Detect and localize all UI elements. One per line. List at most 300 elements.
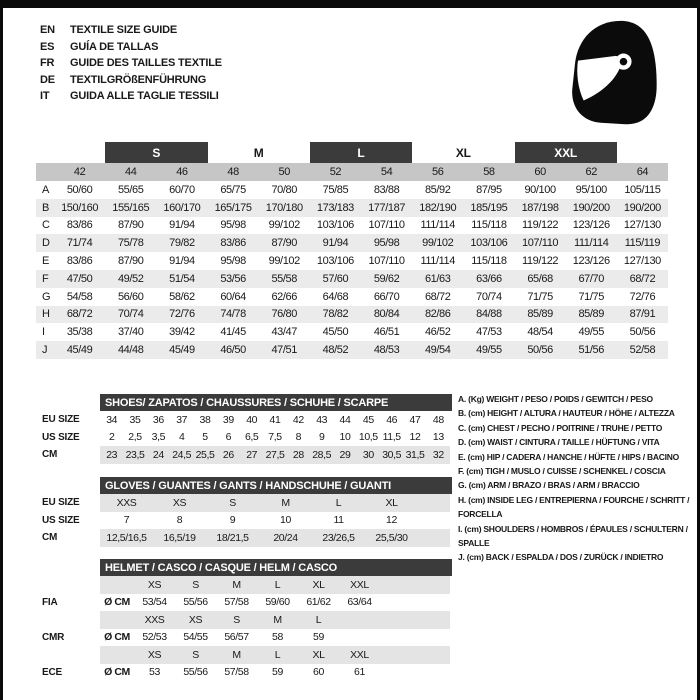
size-value: 48/52 bbox=[322, 344, 349, 357]
helmet-size-value bbox=[339, 629, 380, 647]
size-value: 23,5 bbox=[125, 448, 145, 461]
helmet-size-label: XS bbox=[147, 578, 162, 591]
helmet-size-value: 59 bbox=[313, 631, 324, 644]
section-row bbox=[42, 529, 462, 547]
legend-item: F. (cm) TIGH / MUSLO / CUISSE / SCHENKEL / COSCIA bbox=[458, 466, 666, 477]
helmet-size-label: M bbox=[273, 613, 282, 626]
table-row-i bbox=[36, 323, 668, 341]
size-value: 39/42 bbox=[169, 326, 195, 339]
size-value: 150/160 bbox=[61, 201, 99, 214]
size-value: 170/180 bbox=[265, 201, 303, 214]
helmet-values bbox=[100, 629, 450, 647]
size-value: 95/98 bbox=[220, 255, 246, 268]
size-value: 4 bbox=[178, 431, 185, 444]
size-value: 71/75 bbox=[578, 290, 604, 303]
helmet-size-labels bbox=[100, 646, 450, 664]
row-values bbox=[100, 494, 450, 512]
table-row-j bbox=[36, 341, 668, 359]
visor-pivot-dot bbox=[620, 58, 628, 66]
numeric-size: 44 bbox=[125, 166, 137, 178]
size-value: 53/56 bbox=[220, 272, 246, 285]
numeric-size: 48 bbox=[227, 166, 239, 178]
size-value: 57/60 bbox=[322, 272, 349, 285]
size-value: 187/198 bbox=[521, 201, 559, 214]
size-value: 59/62 bbox=[373, 272, 400, 285]
helmet-size-label: XXL bbox=[350, 578, 369, 591]
legend-item: G. (cm) ARM / BRAZO / BRAS / ARM / BRACCIO bbox=[458, 480, 640, 491]
size-value: 35 bbox=[129, 413, 141, 426]
helmet-size-label: XXL bbox=[350, 648, 369, 661]
section-row bbox=[42, 494, 462, 512]
size-value: 60/70 bbox=[169, 183, 195, 196]
size-value: 47 bbox=[409, 413, 421, 426]
size-group-s: S bbox=[105, 142, 207, 163]
size-value: 115/119 bbox=[624, 237, 661, 250]
size-value: 42 bbox=[292, 413, 304, 426]
size-value: 173/183 bbox=[316, 201, 354, 214]
size-value: 7 bbox=[123, 514, 130, 527]
size-value: 2 bbox=[108, 431, 115, 444]
size-value: 49/52 bbox=[117, 272, 144, 285]
helmet-size-header-row bbox=[42, 611, 462, 629]
row-label: EU SIZE bbox=[42, 414, 80, 426]
size-value: 64/68 bbox=[322, 290, 349, 303]
size-value: 66/70 bbox=[373, 290, 400, 303]
helmet-size-labels bbox=[100, 576, 450, 594]
size-value: 71/75 bbox=[527, 290, 553, 303]
diameter-unit-label: Ø CM bbox=[104, 666, 130, 679]
size-value: 95/98 bbox=[220, 219, 246, 232]
helmet-size-labels bbox=[100, 611, 450, 629]
numeric-size: 52 bbox=[329, 166, 342, 178]
size-value: 111/114 bbox=[573, 237, 609, 250]
size-value: 50/56 bbox=[527, 344, 553, 357]
numeric-size: 64 bbox=[636, 166, 649, 178]
size-value: 91/94 bbox=[322, 237, 349, 250]
legend-item: I. (cm) SHOULDERS / HOMBROS / ÉPAULES / SCHULTERN / SPALLE bbox=[458, 523, 688, 549]
numeric-size: 62 bbox=[585, 166, 597, 178]
size-value: 99/102 bbox=[268, 255, 300, 268]
size-value: 12 bbox=[409, 431, 421, 444]
size-value: 43 bbox=[316, 413, 328, 426]
size-value: 91/94 bbox=[169, 219, 195, 232]
helmet-size-value: 57/58 bbox=[224, 596, 249, 609]
size-value: 46 bbox=[386, 413, 398, 426]
helmet-size-value: 63/64 bbox=[347, 596, 372, 609]
size-value: 25,5 bbox=[195, 448, 215, 461]
size-value: 55/65 bbox=[117, 183, 144, 196]
helmet-size-value: 55/56 bbox=[183, 666, 208, 679]
size-value: 34 bbox=[106, 413, 118, 426]
size-value: 58/62 bbox=[169, 290, 195, 303]
size-group-m: M bbox=[253, 145, 264, 160]
row-label-spacer bbox=[42, 646, 100, 664]
size-group-xl: XL bbox=[455, 145, 471, 160]
size-value: 51/56 bbox=[578, 344, 604, 357]
size-value: 75/78 bbox=[117, 237, 144, 250]
size-value: XL bbox=[385, 496, 398, 509]
size-value: 85/92 bbox=[424, 183, 451, 196]
size-value: 39 bbox=[222, 413, 234, 426]
legend-item: H. (cm) INSIDE LEG / ENTREPIERNA / FOURCHE / SCHRITT / FORCELLA bbox=[458, 494, 690, 520]
language-row bbox=[40, 55, 222, 72]
legend-item: A. (Kg) WEIGHT / PESO / POIDS / GEWITCH / PESO bbox=[458, 394, 653, 404]
size-value: 3,5 bbox=[151, 431, 166, 444]
size-value: 177/187 bbox=[368, 201, 406, 214]
size-value: 95/100 bbox=[575, 183, 607, 196]
size-value: 11,5 bbox=[382, 431, 401, 444]
table-row-e bbox=[36, 252, 668, 270]
legend-item: B. (cm) HEIGHT / ALTURA / HAUTEUR / HÖHE / ALTEZZA bbox=[458, 408, 675, 419]
size-value: 62/66 bbox=[271, 290, 297, 303]
table-row-c bbox=[36, 217, 668, 235]
section-row bbox=[42, 411, 462, 429]
size-value: 65/75 bbox=[220, 183, 246, 196]
size-value: 83/88 bbox=[373, 183, 400, 196]
helmet-size-value: 56/57 bbox=[224, 631, 249, 644]
size-value: 60/64 bbox=[220, 290, 246, 303]
helmet-size-label: XS bbox=[188, 613, 203, 626]
size-value: 9 bbox=[318, 431, 325, 444]
measurement-legend bbox=[458, 392, 694, 565]
language-title: GUIDA ALLE TAGLIE TESSILI bbox=[70, 90, 219, 103]
size-value: 52/58 bbox=[629, 344, 656, 357]
size-value: 44 bbox=[339, 413, 351, 426]
size-value: 51/54 bbox=[169, 272, 195, 285]
numeric-size: 60 bbox=[534, 166, 546, 178]
size-value: 8 bbox=[295, 431, 302, 444]
helmet-size-header-row bbox=[42, 576, 462, 594]
helmet-size-label: S bbox=[233, 613, 240, 626]
language-title: GUÍA DE TALLAS bbox=[70, 40, 159, 53]
helmet-section-title: HELMET / CASCO / CASQUE / HELM / CASCO bbox=[100, 559, 452, 576]
size-value: 119/122 bbox=[522, 255, 559, 268]
helmet-value-row-cmr bbox=[42, 629, 462, 647]
size-value: 11 bbox=[333, 514, 344, 527]
language-title-list bbox=[40, 22, 222, 105]
helmet-size-value: 61 bbox=[354, 666, 365, 679]
language-row bbox=[40, 88, 222, 105]
helmet-section bbox=[42, 559, 462, 681]
size-value: L bbox=[335, 496, 342, 509]
size-value: 12 bbox=[386, 514, 397, 527]
numeric-size: 54 bbox=[380, 166, 393, 178]
row-values bbox=[100, 512, 450, 530]
size-value: 18/21,5 bbox=[216, 531, 249, 544]
size-value: 103/106 bbox=[316, 255, 354, 268]
racing-helmet-icon bbox=[566, 18, 662, 128]
size-value: 29 bbox=[339, 448, 351, 461]
helmet-value-row-fia bbox=[42, 594, 462, 612]
textile-size-table bbox=[36, 142, 668, 359]
size-value: 82/86 bbox=[424, 308, 451, 321]
size-value: 123/126 bbox=[572, 255, 610, 268]
row-letter: J bbox=[42, 344, 48, 357]
size-value: 63/66 bbox=[476, 272, 502, 285]
section-row bbox=[42, 429, 462, 447]
size-value: 10,5 bbox=[358, 431, 378, 444]
size-value: 2,5 bbox=[128, 431, 142, 444]
helmet-size-value: 53/54 bbox=[142, 596, 167, 609]
size-value: 5 bbox=[202, 431, 208, 444]
row-label-spacer bbox=[42, 576, 100, 594]
size-value: 30,5 bbox=[382, 448, 402, 461]
size-group-header-row bbox=[36, 142, 668, 163]
size-value: 55/58 bbox=[271, 272, 297, 285]
size-value: 107/110 bbox=[522, 237, 559, 250]
size-value: 31,5 bbox=[405, 448, 425, 461]
size-value: 65/68 bbox=[527, 272, 553, 285]
numeric-size: 46 bbox=[176, 166, 188, 178]
row-values bbox=[100, 529, 450, 547]
size-value: 27 bbox=[246, 448, 258, 461]
size-value: 119/122 bbox=[522, 219, 559, 232]
language-title: TEXTILGRÖßENFÜHRUNG bbox=[70, 73, 207, 86]
row-letter: C bbox=[42, 219, 50, 232]
size-value: 56/60 bbox=[117, 290, 144, 303]
language-title: TEXTILE SIZE GUIDE bbox=[70, 24, 178, 37]
numeric-size: 56 bbox=[432, 166, 444, 178]
legend-item: C. (cm) CHEST / PECHO / POITRINE / TRUHE / PETTO bbox=[458, 422, 663, 433]
size-value: 127/130 bbox=[623, 219, 661, 232]
legend-item: J. (cm) BACK / ESPALDA / DOS / ZURÜCK / INDIETRO bbox=[458, 552, 664, 563]
size-value: 12,5/16,5 bbox=[106, 531, 147, 544]
size-value: 160/170 bbox=[163, 201, 201, 214]
legend-item: E. (cm) HIP / CADERA / HANCHE / HÜFTE / HIPS / BACINO bbox=[458, 451, 679, 462]
table-row-a bbox=[36, 181, 668, 199]
size-value: 67/70 bbox=[578, 272, 604, 285]
size-value: 28 bbox=[292, 448, 304, 461]
language-code: FR bbox=[40, 57, 55, 70]
size-value: 6 bbox=[225, 431, 232, 444]
helmet-size-label: S bbox=[192, 648, 199, 661]
size-value: 16,5/19 bbox=[163, 531, 196, 544]
size-value: 103/106 bbox=[316, 219, 354, 232]
size-value: 36 bbox=[152, 413, 164, 426]
helmet-size-value: 60 bbox=[313, 666, 324, 679]
size-value: 45/49 bbox=[169, 344, 195, 357]
size-value: 115/118 bbox=[471, 255, 507, 268]
language-title: GUIDE DES TAILLES TEXTILE bbox=[70, 57, 222, 70]
helmet-size-label: M bbox=[232, 578, 241, 591]
size-value: 123/126 bbox=[572, 219, 610, 232]
size-value: 61/63 bbox=[424, 272, 451, 285]
helmet-size-label: L bbox=[274, 578, 281, 591]
size-value: XS bbox=[172, 496, 187, 509]
size-value: 23 bbox=[106, 448, 118, 461]
size-value: 71/74 bbox=[66, 237, 93, 250]
gloves-section-title: GLOVES / GUANTES / GANTS / HANDSCHUHE / GUANTI bbox=[100, 477, 452, 494]
helmet-size-value: 53 bbox=[149, 666, 160, 679]
size-value: 54/58 bbox=[66, 290, 93, 303]
row-label: EU SIZE bbox=[42, 497, 80, 509]
table-row-h bbox=[36, 306, 668, 324]
size-group-xxl: XXL bbox=[515, 142, 617, 163]
size-value: 10 bbox=[339, 431, 351, 444]
size-value: 50/60 bbox=[66, 183, 93, 196]
size-value: 80/84 bbox=[373, 308, 400, 321]
size-value: 9 bbox=[229, 514, 236, 527]
helmet-size-label: S bbox=[192, 578, 199, 591]
size-value: 90/100 bbox=[524, 183, 556, 196]
size-value: 83/86 bbox=[66, 219, 93, 232]
size-value: 37/40 bbox=[117, 326, 144, 339]
size-value: 103/106 bbox=[470, 237, 508, 250]
diameter-unit-label: Ø CM bbox=[104, 596, 130, 609]
size-value: 45/50 bbox=[322, 326, 349, 339]
helmet-size-label: XL bbox=[312, 578, 325, 591]
size-value: 48 bbox=[432, 413, 444, 426]
language-code: IT bbox=[40, 90, 50, 103]
size-value: 72/76 bbox=[629, 290, 656, 303]
size-value: 111/114 bbox=[420, 255, 455, 268]
table-row-b bbox=[36, 199, 668, 217]
numeric-size: 50 bbox=[278, 166, 290, 178]
numeric-row-spacer bbox=[36, 163, 54, 181]
row-letter: H bbox=[42, 308, 50, 321]
size-value: 85/89 bbox=[527, 308, 553, 321]
numeric-size: 42 bbox=[73, 166, 86, 178]
standard-label: ECE bbox=[42, 666, 62, 678]
size-value: 68/72 bbox=[424, 290, 451, 303]
size-value: 70/74 bbox=[117, 308, 144, 321]
size-value: 72/76 bbox=[169, 308, 195, 321]
helmet-rows bbox=[42, 576, 462, 681]
row-values bbox=[100, 429, 450, 447]
size-value: 182/190 bbox=[419, 201, 457, 214]
helmet-values bbox=[100, 664, 450, 682]
language-code: ES bbox=[40, 40, 55, 53]
size-value: 49/55 bbox=[476, 344, 502, 357]
size-value: 40 bbox=[246, 413, 258, 426]
size-value: 70/80 bbox=[271, 183, 297, 196]
shoes-rows bbox=[42, 411, 462, 464]
size-value: 6,5 bbox=[244, 431, 259, 444]
size-value: 87/90 bbox=[117, 255, 144, 268]
helmet-size-value: 59 bbox=[272, 666, 283, 679]
size-value: 165/175 bbox=[214, 201, 252, 214]
size-value: 49/54 bbox=[424, 344, 451, 357]
size-value: 83/86 bbox=[66, 255, 93, 268]
unit-spacer bbox=[100, 611, 134, 629]
helmet-size-label: XXS bbox=[144, 613, 165, 626]
language-row bbox=[40, 39, 222, 56]
size-value: 190/200 bbox=[623, 201, 661, 214]
size-value: 70/74 bbox=[476, 290, 502, 303]
size-value: 155/165 bbox=[112, 201, 150, 214]
row-values bbox=[100, 411, 450, 429]
helmet-size-label: XS bbox=[147, 648, 162, 661]
size-value: 8 bbox=[176, 514, 183, 527]
size-value: 78/82 bbox=[322, 308, 349, 321]
row-label: US SIZE bbox=[42, 514, 80, 526]
size-value: 41/45 bbox=[220, 326, 246, 339]
helmet-size-value: 58 bbox=[272, 631, 283, 644]
language-row bbox=[40, 22, 222, 39]
size-value: 24 bbox=[152, 448, 164, 461]
size-value: 190/200 bbox=[572, 201, 610, 214]
size-value: 79/82 bbox=[169, 237, 195, 250]
helmet-size-header-row bbox=[42, 646, 462, 664]
size-value: M bbox=[281, 496, 290, 509]
helmet-value-row-ece bbox=[42, 664, 462, 682]
section-row bbox=[42, 512, 462, 530]
size-value: 10 bbox=[280, 514, 291, 527]
size-value: 13 bbox=[432, 431, 444, 444]
unit-spacer bbox=[100, 576, 134, 594]
helmet-size-value: 61/62 bbox=[306, 596, 331, 609]
size-value: 43/47 bbox=[271, 326, 297, 339]
gloves-rows bbox=[42, 494, 462, 547]
numeric-size: 58 bbox=[483, 166, 495, 178]
helmet-size-value: 57/58 bbox=[224, 666, 249, 679]
size-value: 24,5 bbox=[172, 448, 192, 461]
size-value: 107/110 bbox=[368, 219, 405, 232]
size-value: 32 bbox=[432, 448, 444, 461]
standard-label: FIA bbox=[42, 596, 58, 608]
row-letter: A bbox=[42, 183, 49, 196]
helmet-size-label: XL bbox=[312, 648, 325, 661]
helmet-size-value: 52/53 bbox=[142, 631, 167, 644]
row-letter: I bbox=[42, 326, 45, 339]
size-value: 87/91 bbox=[629, 308, 656, 321]
size-value: 68/72 bbox=[66, 308, 93, 321]
size-value: 107/110 bbox=[368, 255, 405, 268]
row-letter: F bbox=[42, 272, 49, 285]
standard-label: CMR bbox=[42, 631, 65, 643]
helmet-size-label: M bbox=[232, 648, 241, 661]
helmet-size-label bbox=[339, 611, 380, 629]
size-value: 99/102 bbox=[422, 237, 454, 250]
size-value: 28,5 bbox=[312, 448, 332, 461]
size-value: 45/49 bbox=[66, 344, 93, 357]
helmet-size-label: L bbox=[315, 613, 322, 626]
language-code: DE bbox=[40, 73, 55, 86]
numeric-size-row bbox=[36, 163, 668, 181]
diameter-unit-label: Ø CM bbox=[104, 631, 130, 644]
legend-item: D. (cm) WAIST / CINTURA / TAILLE / HÜFTUNG / VITA bbox=[458, 437, 660, 448]
size-value: 99/102 bbox=[268, 219, 300, 232]
size-value: 49/55 bbox=[578, 326, 604, 339]
size-group-l: L bbox=[310, 142, 412, 163]
gloves-section bbox=[42, 477, 462, 547]
row-letter: D bbox=[42, 237, 50, 250]
size-value: 127/130 bbox=[623, 255, 661, 268]
row-letter: E bbox=[42, 255, 49, 268]
row-letter: G bbox=[42, 290, 51, 303]
row-label: CM bbox=[42, 449, 58, 461]
size-value: 27,5 bbox=[265, 448, 285, 461]
helmet-size-label: L bbox=[274, 648, 281, 661]
size-value: 115/118 bbox=[471, 219, 507, 232]
row-label-spacer bbox=[42, 611, 100, 629]
size-value: 25,5/30 bbox=[375, 531, 408, 544]
size-value: 85/89 bbox=[578, 308, 604, 321]
size-value: 75/85 bbox=[322, 183, 349, 196]
measurement-rows bbox=[36, 181, 668, 359]
helmet-size-value: 55/56 bbox=[183, 596, 208, 609]
size-value: 95/98 bbox=[373, 237, 400, 250]
size-value: 35/38 bbox=[66, 326, 93, 339]
helmet-size-value: 59/60 bbox=[265, 596, 290, 609]
size-value: 47/53 bbox=[476, 326, 502, 339]
helmet-values bbox=[100, 594, 450, 612]
table-row-g bbox=[36, 288, 668, 306]
size-value: 30 bbox=[362, 448, 374, 461]
language-code: EN bbox=[40, 24, 55, 37]
row-letter: B bbox=[42, 201, 49, 214]
helmet-size-value: 54/55 bbox=[183, 631, 208, 644]
